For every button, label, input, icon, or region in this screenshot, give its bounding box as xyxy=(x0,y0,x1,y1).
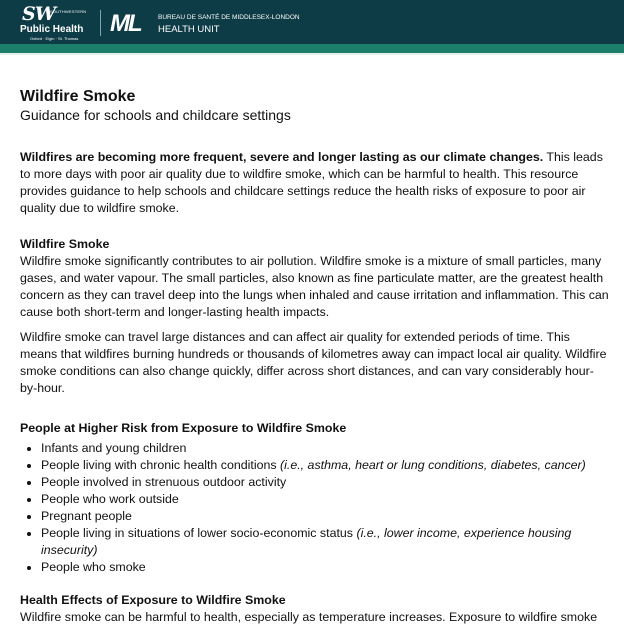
section-heading-wildfire-smoke: Wildfire Smoke xyxy=(20,237,110,251)
intro-bold: Wildfires are becoming more frequent, severe and longer lasting as our climate changes. xyxy=(20,150,544,164)
list-item-text: People who work outside xyxy=(41,492,179,506)
intro-paragraph xyxy=(20,149,610,217)
list-item-text: People living in situations of lower socio-economic status xyxy=(41,526,357,540)
list-item-note: (i.e., lower income, experience housing insecurity) xyxy=(41,526,572,557)
swph-logo-small: SOUTHWESTERN xyxy=(50,9,87,14)
list-item xyxy=(41,525,610,559)
section1-paragraph-1: Wildfire smoke significantly contributes to air pollution. Wildfire smoke is a mixture of small particles, many gases, and water vapour. The small particles, also known as fine particulate matter, are the greatest health concern as they can travel deep into the lungs when inhaled and cause irritation and inflammation. This can cause both short-term and longer-lasting health impacts. xyxy=(20,254,609,319)
document-subtitle: Guidance for schools and childcare settings xyxy=(20,107,291,123)
list-item-text: People involved in strenuous outdoor activity xyxy=(41,475,287,489)
list-item-text: Pregnant people xyxy=(41,509,132,523)
intro-rest: This leads to more days with poor air quality due to wildfire smoke, which can be harmful to health. This resource provides guidance to help schools and childcare settings reduce the health risks of exposure to poor air quality due to wildfire smoke. xyxy=(20,150,603,215)
header-banner xyxy=(0,0,624,44)
mlhu-logo-mark: ML xyxy=(110,10,141,37)
list-item xyxy=(41,491,610,508)
logo-divider xyxy=(100,10,101,36)
list-item xyxy=(41,508,610,525)
section3-paragraph-1: Wildfire smoke can be harmful to health, especially as temperature increases. Exposure to wildfire smoke xyxy=(20,610,598,624)
higher-risk-list xyxy=(20,440,610,576)
header-stripe xyxy=(0,44,624,53)
list-item xyxy=(41,440,610,457)
list-item-text: People who smoke xyxy=(41,560,146,574)
swph-logo-name: Public Health xyxy=(20,24,84,35)
section1-paragraph-2: Wildfire smoke can travel large distances and can affect air quality for extended periods of time. This means that wildfires burning hundreds or thousands of kilometres away can impact local air quality. Wildfire smoke conditions can also change quickly, differ across short distances, and can vary considerably hour-by-hour. xyxy=(20,330,607,395)
list-item xyxy=(41,474,610,491)
swph-logo-tagline: Oxford · Elgin · St. Thomas xyxy=(30,36,79,41)
list-item-text: People living with chronic health conditions xyxy=(41,458,281,472)
list-item xyxy=(41,559,610,576)
list-item-text: Infants and young children xyxy=(41,441,187,455)
mlhu-logo-english: HEALTH UNIT xyxy=(158,24,220,35)
document-body xyxy=(20,88,610,626)
header-stripe-light xyxy=(0,53,624,55)
list-item xyxy=(41,457,610,474)
section-heading-higher-risk: People at Higher Risk from Exposure to Wildfire Smoke xyxy=(20,421,347,435)
section-heading-health-effects: Health Effects of Exposure to Wildfire Smoke xyxy=(20,593,286,607)
list-item-note: (i.e., asthma, heart or lung conditions, diabetes, cancer) xyxy=(280,458,586,472)
document-title: Wildfire Smoke xyxy=(20,88,136,105)
southwestern-public-health-logo xyxy=(20,5,92,41)
swph-logo-mark: SW xyxy=(22,3,56,25)
mlhu-logo-french: BUREAU DE SANTÉ DE MIDDLESEX-LONDON xyxy=(158,14,300,21)
